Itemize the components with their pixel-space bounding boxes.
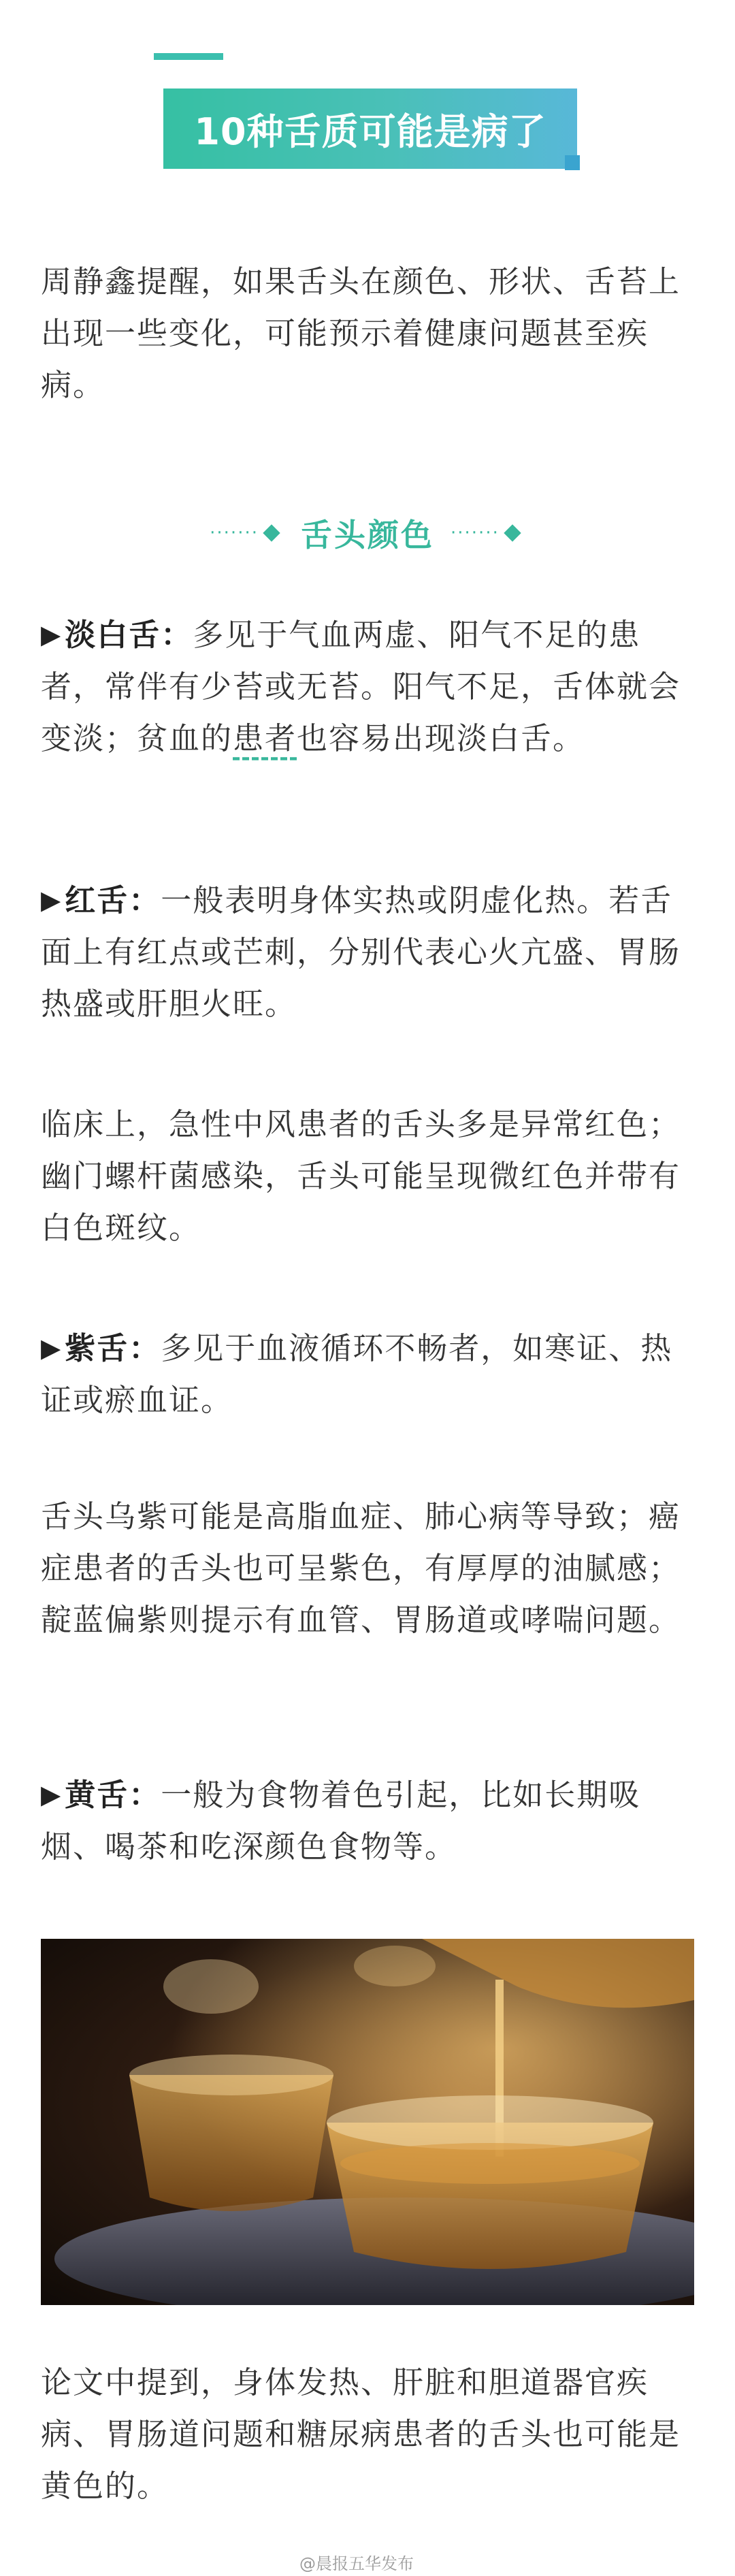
item-text: 一般表明身体实热或阴虚化热。若舌面上有红点或芒刺，分别代表心火亢盛、胃肠热盛或肝胆火旺。 bbox=[41, 882, 681, 1022]
triangle-bullet-icon: ▶ bbox=[41, 1333, 63, 1363]
item-text: 一般为食物着色引起，比如长期吸烟、喝茶和吃深颜色食物等。 bbox=[41, 1777, 641, 1865]
section-title: 舌头颜色 bbox=[301, 517, 434, 553]
tongue-yellow-paragraph bbox=[41, 1769, 694, 1873]
tea-photo bbox=[41, 1939, 694, 2305]
section-dots-left: ······· bbox=[210, 523, 259, 543]
page-title: 10种舌质可能是病了 bbox=[194, 110, 546, 153]
title-banner bbox=[148, 53, 587, 189]
item-label: 紫舌： bbox=[65, 1330, 161, 1366]
section-header bbox=[204, 509, 531, 557]
item-text: 多见于血液循环不畅者，如寒证、热证或瘀血证。 bbox=[41, 1330, 673, 1418]
diamond-icon bbox=[504, 524, 521, 541]
item-label: 红舌： bbox=[65, 882, 161, 918]
tongue-red-paragraph bbox=[41, 874, 694, 1030]
item-text: 也容易出现淡白舌。 bbox=[297, 720, 585, 756]
intro-paragraph: 周静鑫提醒，如果舌头在颜色、形状、舌苔上出现一些变化，可能预示着健康问题甚至疾病。 bbox=[41, 263, 681, 403]
tongue-pale-paragraph bbox=[41, 609, 694, 764]
triangle-bullet-icon: ▶ bbox=[41, 885, 63, 915]
watermark: @晨报五华发布 bbox=[299, 2554, 414, 2573]
purple-detail-paragraph: 舌头乌紫可能是高脂血症、肺心病等导致；癌症患者的舌头也可呈紫色，有厚厚的油腻感；靛蓝偏紫则提示有血管、胃肠道或哮喘问题。 bbox=[41, 1498, 681, 1638]
title-accent-bar bbox=[154, 53, 223, 60]
triangle-bullet-icon: ▶ bbox=[41, 1780, 63, 1809]
tongue-purple-paragraph bbox=[41, 1322, 694, 1426]
item-text: 多见于气血两虚、阳气不足的患者，常伴有少苔或无苔。阳气不足，舌体就会变淡；贫血的 bbox=[41, 617, 681, 756]
diamond-icon bbox=[263, 524, 280, 541]
triangle-bullet-icon: ▶ bbox=[41, 619, 63, 649]
tea-cups-illustration bbox=[41, 1939, 694, 2305]
clinical-paragraph: 临床上，急性中风患者的舌头多是异常红色；幽门螺杆菌感染，舌头可能呈现微红色并带有白色斑纹。 bbox=[41, 1106, 681, 1246]
item-label: 黄舌： bbox=[65, 1777, 161, 1813]
patient-link[interactable]: 患者 bbox=[233, 720, 297, 756]
section-dots-right: ······· bbox=[451, 523, 500, 543]
yellow-detail-paragraph: 论文中提到，身体发热、肝脏和胆道器官疾病、胃肠道问题和糖尿病患者的舌头也可能是黄色的。 bbox=[41, 2364, 681, 2504]
item-label: 淡白舌： bbox=[65, 617, 193, 653]
